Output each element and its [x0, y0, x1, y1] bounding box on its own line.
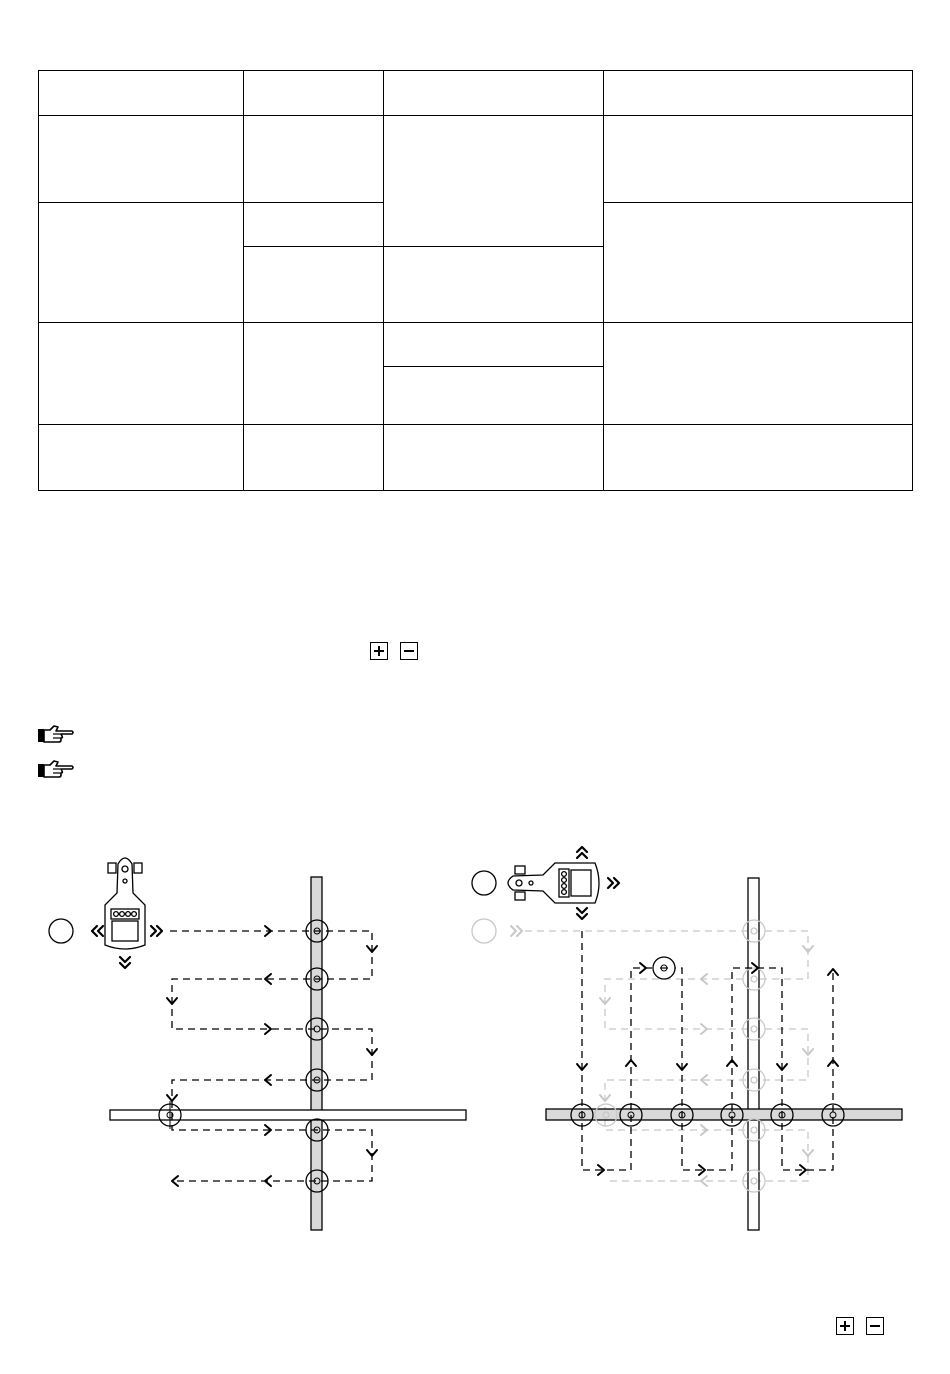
table-row — [39, 425, 913, 491]
table-cell — [384, 367, 604, 425]
target-marker-group — [571, 957, 844, 1126]
horizontal-pipe — [110, 1110, 466, 1120]
table-cell — [39, 71, 244, 116]
scan-path — [170, 931, 372, 1181]
table-cell — [604, 203, 913, 323]
table-cell — [604, 116, 913, 203]
double-arrow-right-icon — [151, 926, 162, 936]
table-cell — [384, 247, 604, 323]
table-cell — [39, 116, 244, 203]
double-arrow-down-icon — [120, 957, 130, 968]
table-cell — [244, 71, 384, 116]
pointing-hand-icon — [37, 723, 75, 747]
step-circle — [472, 871, 496, 895]
table-cell — [244, 425, 384, 491]
detector-device-icon — [508, 863, 599, 903]
scan-path — [582, 931, 833, 1170]
table-row — [39, 323, 913, 367]
table-cell — [39, 425, 244, 491]
plus-minus-icons — [370, 642, 418, 660]
plus-minus-icons — [836, 1317, 884, 1335]
scan-pattern-diagram-left — [40, 845, 480, 1240]
plus-icon — [836, 1317, 854, 1335]
table-cell — [244, 323, 384, 425]
table-cell — [39, 323, 244, 425]
arrow-right-icon — [640, 963, 646, 973]
info-table — [38, 70, 913, 491]
table-cell — [384, 116, 604, 247]
direction-arrows — [577, 963, 838, 1175]
target-marker-group — [159, 920, 328, 1192]
table-cell — [244, 247, 384, 323]
minus-icon — [866, 1317, 884, 1335]
table-cell — [244, 203, 384, 247]
step-circle-faded — [472, 919, 496, 943]
plus-icon — [370, 642, 388, 660]
table-cell — [604, 425, 913, 491]
pointing-hand-icon — [37, 758, 75, 782]
target-marker-icon — [653, 957, 675, 979]
vertical-pipe — [311, 877, 322, 1230]
table-cell — [604, 71, 913, 116]
table-cell — [384, 71, 604, 116]
minus-icon — [400, 642, 418, 660]
double-arrow-down-icon — [577, 908, 587, 919]
step-circle — [49, 919, 73, 943]
horizontal-pipe — [546, 1109, 902, 1120]
faded-markers — [595, 920, 765, 1192]
table-cell — [384, 323, 604, 367]
double-arrow-left-icon — [92, 926, 103, 936]
double-arrow-right-icon — [608, 878, 619, 888]
table-cell — [39, 203, 244, 323]
table-cell — [604, 323, 913, 425]
direction-arrows — [167, 926, 377, 1186]
detector-device-icon — [105, 858, 145, 949]
table-header-row — [39, 71, 913, 116]
table-cell — [384, 425, 604, 491]
table-row — [39, 116, 913, 203]
arrow-up-icon — [626, 1060, 636, 1066]
double-arrow-up-icon — [577, 847, 587, 858]
table-cell — [244, 116, 384, 203]
scan-pattern-diagram-right — [465, 840, 915, 1240]
